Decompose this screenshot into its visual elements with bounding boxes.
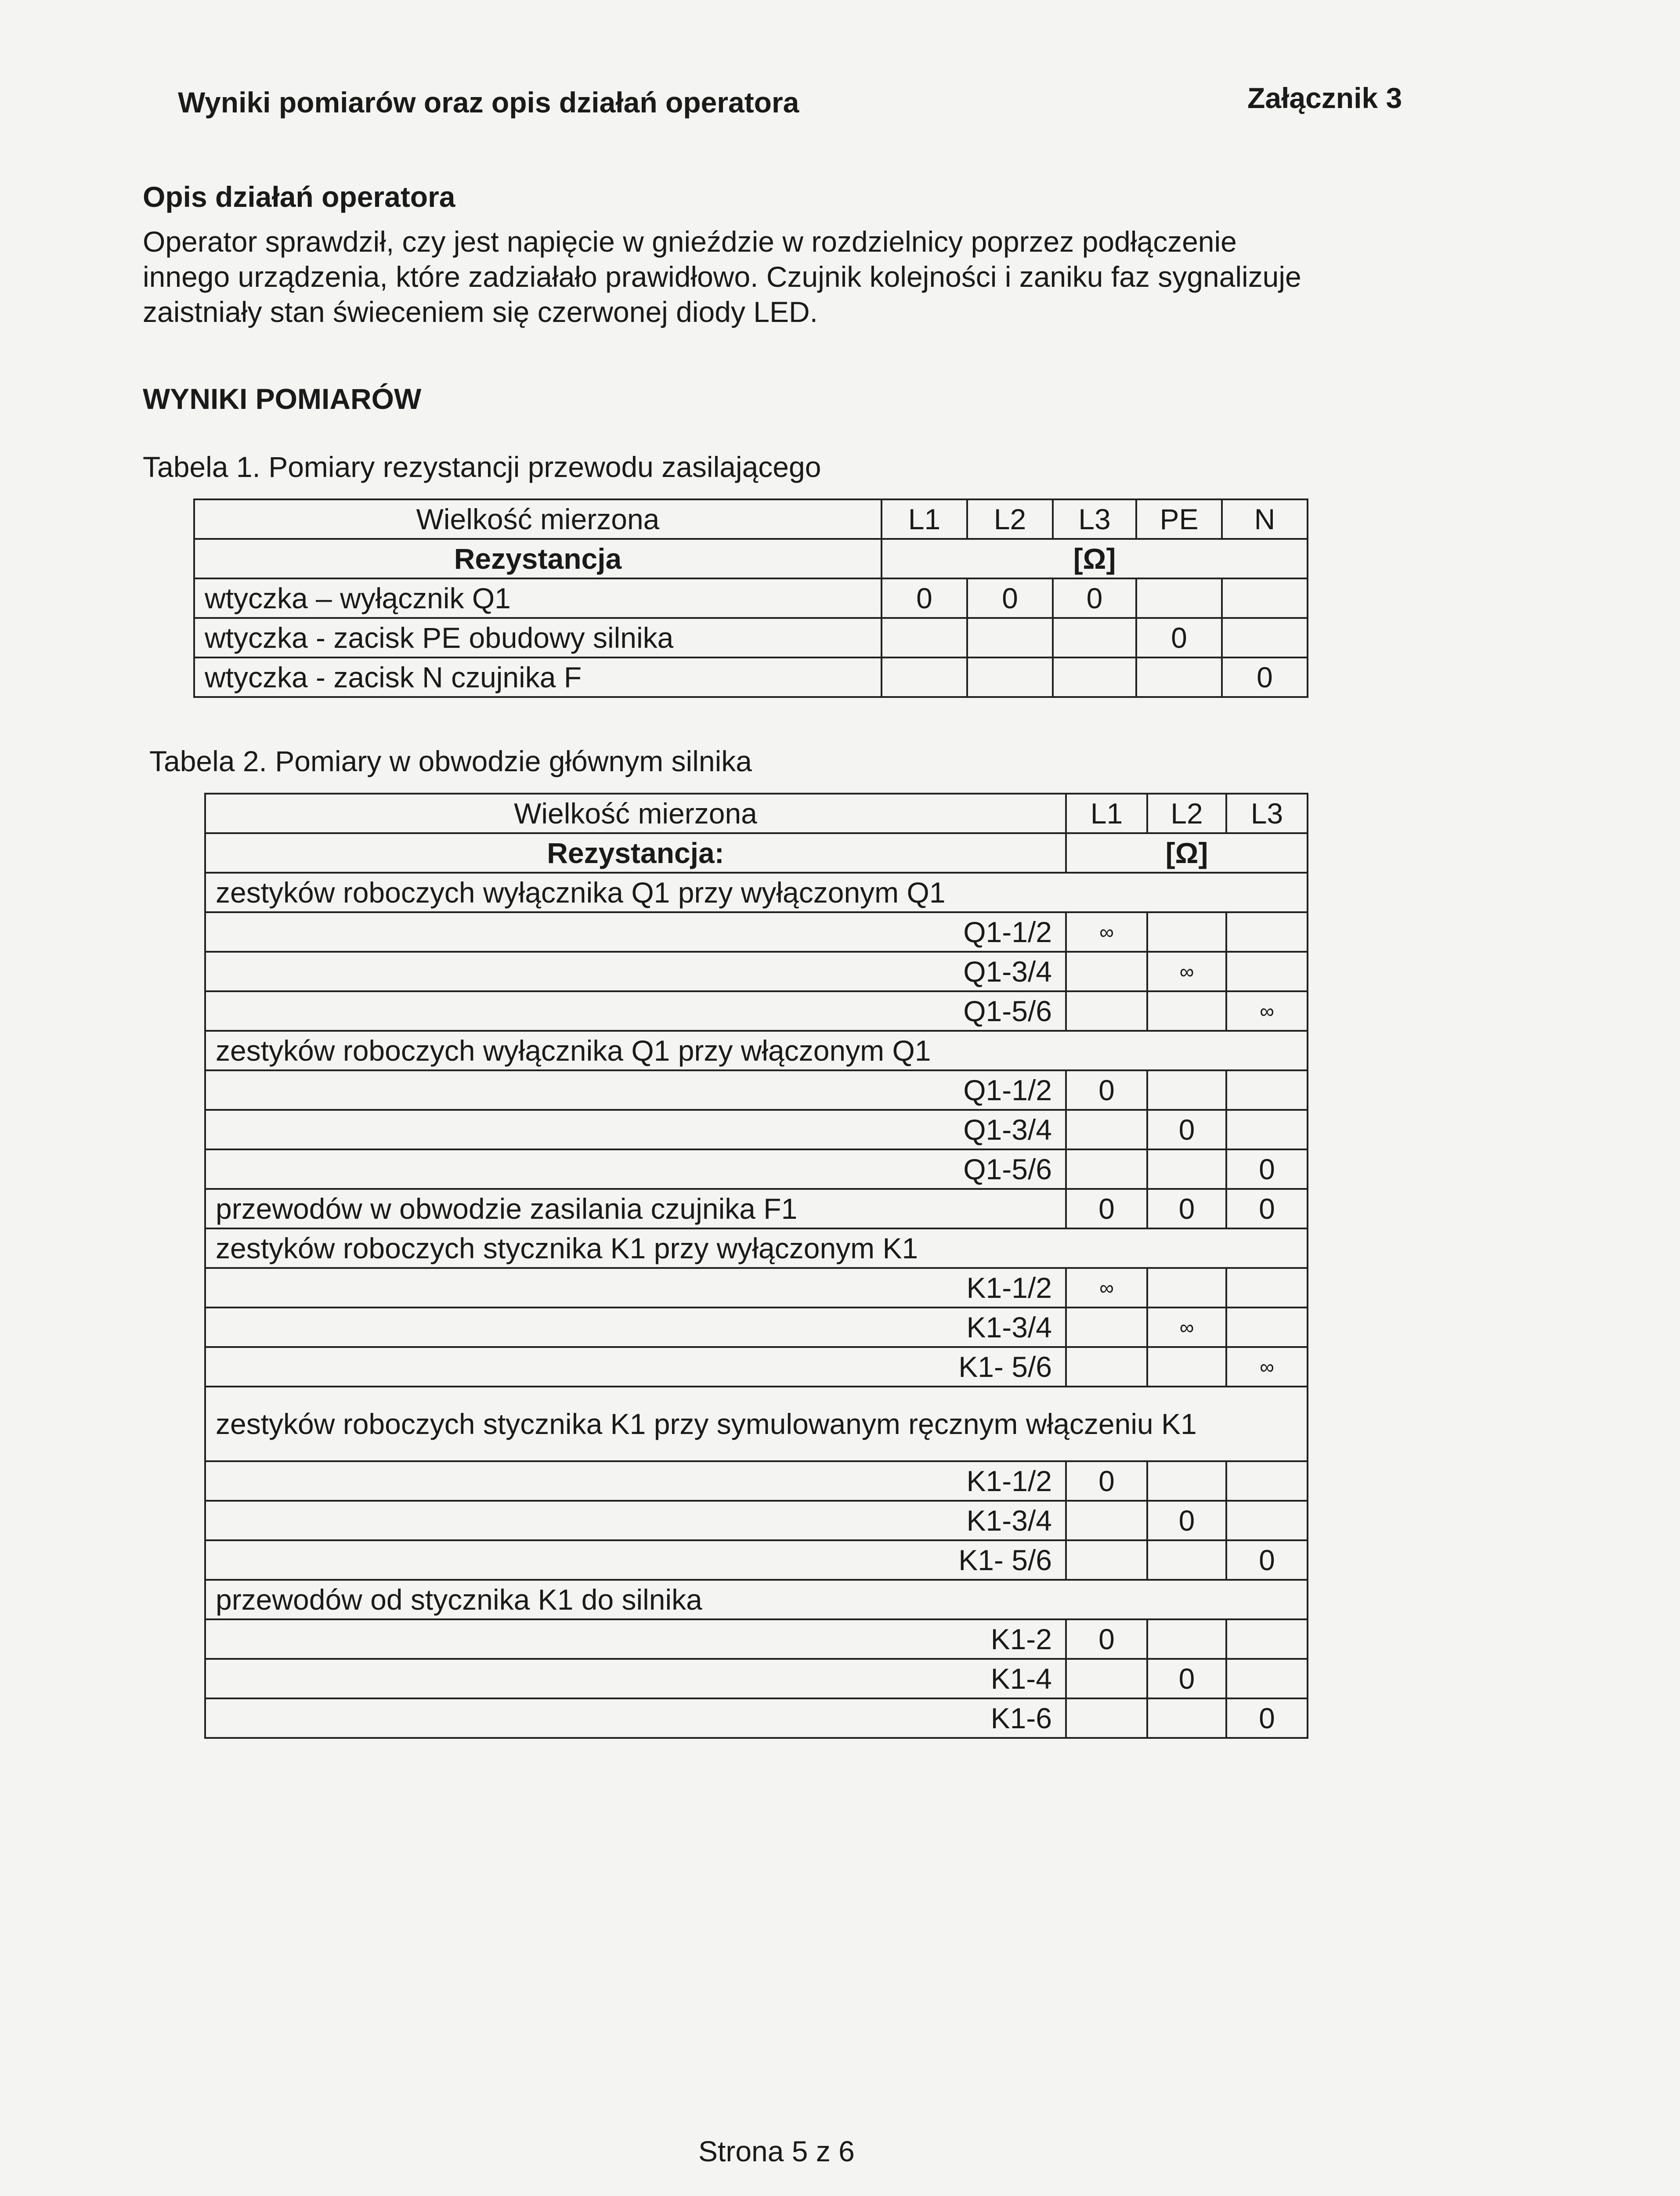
value-cell (1066, 1698, 1147, 1738)
value-cell (1147, 1540, 1226, 1580)
table1-quantity: Rezystancja (194, 539, 882, 578)
table1-col-l1: L1 (882, 499, 967, 539)
value-cell (1147, 991, 1226, 1031)
value-cell (1226, 1268, 1308, 1307)
value-cell (1226, 1461, 1308, 1501)
row-label: Q1-1/2 (205, 1070, 1066, 1110)
value-cell (1226, 1501, 1308, 1540)
value-cell (1226, 912, 1308, 952)
table-row (205, 1698, 1308, 1738)
value-cell (882, 618, 967, 657)
value-cell (1147, 1619, 1226, 1659)
table-row (194, 578, 1308, 618)
table-row (205, 1149, 1308, 1189)
table-row (205, 1461, 1308, 1501)
table-row (205, 1659, 1308, 1698)
operator-description-line: innego urządzenia, które zadziałało prawidłowo. Czujnik kolejności i zaniku faz sygnalizuje (143, 260, 1301, 293)
group-row (205, 1387, 1308, 1461)
table2-unit-row (205, 833, 1308, 873)
value-cell: 0 (1066, 1619, 1147, 1659)
table-row (205, 991, 1308, 1031)
value-cell (882, 657, 967, 697)
table1 (193, 498, 1308, 698)
table1-col-l3: L3 (1053, 499, 1136, 539)
value-cell: 0 (1147, 1659, 1226, 1698)
value-cell: 0 (1147, 1189, 1226, 1228)
value-cell (1226, 1659, 1308, 1698)
row-label: K1-4 (205, 1659, 1066, 1698)
value-cell (1226, 952, 1308, 991)
row-label: K1-1/2 (205, 1268, 1066, 1307)
value-cell (1147, 1698, 1226, 1738)
value-cell (1066, 1110, 1147, 1149)
value-cell (1222, 578, 1308, 618)
value-cell (1136, 578, 1222, 618)
group-row (205, 1031, 1308, 1070)
value-cell: ∞ (1147, 1307, 1226, 1347)
value-cell (1066, 1501, 1147, 1540)
table2-col-header: Wielkość mierzona (205, 794, 1066, 833)
value-cell: ∞ (1066, 1268, 1147, 1307)
group-label: przewodów w obwodzie zasilania czujnika F1 (205, 1189, 1066, 1228)
value-cell: ∞ (1226, 1347, 1308, 1387)
annex-label: Załącznik 3 (1247, 82, 1402, 114)
table1-col-l2: L2 (967, 499, 1053, 539)
value-cell (1147, 912, 1226, 952)
value-cell (1066, 1659, 1147, 1698)
table1-col-n: N (1222, 499, 1308, 539)
value-cell: 0 (1066, 1461, 1147, 1501)
table1-col-header: Wielkość mierzona (194, 499, 882, 539)
table-row (205, 1619, 1308, 1659)
value-cell: ∞ (1066, 912, 1147, 952)
table2-quantity: Rezystancja: (205, 833, 1066, 873)
table-row (194, 618, 1308, 657)
table1-col-pe: PE (1136, 499, 1222, 539)
table-row (205, 1189, 1308, 1228)
table1-caption: Tabela 1. Pomiary rezystancji przewodu zasilającego (143, 451, 821, 483)
value-cell (1222, 618, 1308, 657)
value-cell (1053, 618, 1136, 657)
document-title: Wyniki pomiarów oraz opis działań operatora (178, 86, 799, 119)
table1-unit-row (194, 539, 1308, 578)
value-cell: 0 (1066, 1189, 1147, 1228)
table2 (204, 793, 1308, 1739)
row-label: K1- 5/6 (205, 1540, 1066, 1580)
row-label: Q1-5/6 (205, 991, 1066, 1031)
value-cell: 0 (1147, 1110, 1226, 1149)
row-label: K1-3/4 (205, 1307, 1066, 1347)
row-label: Q1-1/2 (205, 912, 1066, 952)
group-label: zestyków roboczych wyłącznika Q1 przy włączonym Q1 (205, 1031, 1308, 1070)
row-label: Q1-3/4 (205, 952, 1066, 991)
table-row (205, 1110, 1308, 1149)
group-label: przewodów od stycznika K1 do silnika (205, 1580, 1308, 1619)
value-cell: 0 (967, 578, 1053, 618)
value-cell (1226, 1110, 1308, 1149)
value-cell (1053, 657, 1136, 697)
value-cell (1066, 1149, 1147, 1189)
row-label: K1-3/4 (205, 1501, 1066, 1540)
value-cell (1147, 1268, 1226, 1307)
value-cell: 0 (1066, 1070, 1147, 1110)
group-label: zestyków roboczych stycznika K1 przy symulowanym ręcznym włączeniu K1 (205, 1387, 1308, 1461)
value-cell (1147, 1461, 1226, 1501)
group-label: zestyków roboczych stycznika K1 przy wyłączonym K1 (205, 1228, 1308, 1268)
value-cell (1226, 1619, 1308, 1659)
table-row (205, 1268, 1308, 1307)
group-label: zestyków roboczych wyłącznika Q1 przy wyłączonym Q1 (205, 873, 1308, 912)
table-row (205, 1540, 1308, 1580)
value-cell (1066, 1307, 1147, 1347)
value-cell: 0 (1136, 618, 1222, 657)
table2-col-l3: L3 (1226, 794, 1308, 833)
row-label: wtyczka – wyłącznik Q1 (194, 578, 882, 618)
row-label: K1- 5/6 (205, 1347, 1066, 1387)
operator-description-line: zaistniały stan świeceniem się czerwonej diody LED. (143, 296, 818, 328)
table1-header-row (194, 499, 1308, 539)
row-label: wtyczka - zacisk N czujnika F (194, 657, 882, 697)
table2-col-l1: L1 (1066, 794, 1147, 833)
value-cell (967, 657, 1053, 697)
group-row (205, 873, 1308, 912)
value-cell (1147, 1347, 1226, 1387)
value-cell (1066, 1540, 1147, 1580)
value-cell (1066, 952, 1147, 991)
table2-unit: [Ω] (1066, 833, 1308, 873)
operator-description (143, 224, 1469, 329)
value-cell (1136, 657, 1222, 697)
table1-unit: [Ω] (882, 539, 1308, 578)
value-cell: 0 (882, 578, 967, 618)
value-cell: ∞ (1147, 952, 1226, 991)
table-row (205, 1070, 1308, 1110)
table2-col-l2: L2 (1147, 794, 1226, 833)
section-heading-operator: Opis działań operatora (143, 181, 455, 213)
row-label: wtyczka - zacisk PE obudowy silnika (194, 618, 882, 657)
table2-header-row (205, 794, 1308, 833)
value-cell (1147, 1149, 1226, 1189)
table-row (205, 912, 1308, 952)
value-cell: 0 (1226, 1540, 1308, 1580)
table-row (205, 1307, 1308, 1347)
value-cell: 0 (1147, 1501, 1226, 1540)
value-cell (1147, 1070, 1226, 1110)
row-label: K1-1/2 (205, 1461, 1066, 1501)
value-cell (1226, 1070, 1308, 1110)
value-cell (1066, 1347, 1147, 1387)
value-cell: 0 (1226, 1698, 1308, 1738)
operator-description-line: Operator sprawdził, czy jest napięcie w gnieździe w rozdzielnicy poprzez podłączenie (143, 225, 1237, 258)
group-row (205, 1228, 1308, 1268)
value-cell: 0 (1226, 1149, 1308, 1189)
table-row (194, 657, 1308, 697)
table-row (205, 1501, 1308, 1540)
group-row (205, 1580, 1308, 1619)
row-label: Q1-5/6 (205, 1149, 1066, 1189)
table-row (205, 952, 1308, 991)
section-heading-results: WYNIKI POMIARÓW (143, 383, 422, 415)
value-cell: 0 (1226, 1189, 1308, 1228)
row-label: Q1-3/4 (205, 1110, 1066, 1149)
value-cell: ∞ (1226, 991, 1308, 1031)
value-cell (1226, 1307, 1308, 1347)
page-number: Strona 5 z 6 (698, 2135, 855, 2167)
value-cell (967, 618, 1053, 657)
value-cell (1066, 991, 1147, 1031)
table2-caption: Tabela 2. Pomiary w obwodzie głównym silnika (149, 745, 752, 777)
value-cell: 0 (1053, 578, 1136, 618)
value-cell: 0 (1222, 657, 1308, 697)
table-row (205, 1347, 1308, 1387)
row-label: K1-2 (205, 1619, 1066, 1659)
row-label: K1-6 (205, 1698, 1066, 1738)
